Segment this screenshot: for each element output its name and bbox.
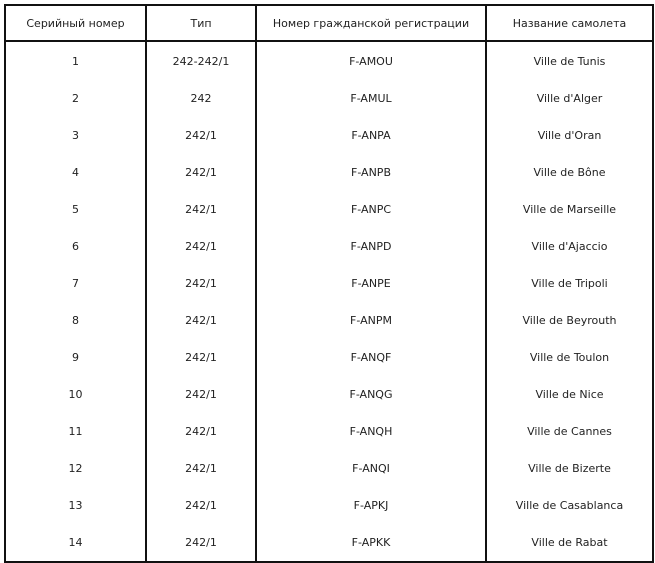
column-header-serial-number: Серийный номер (5, 5, 146, 41)
cell-type: 242/1 (146, 265, 256, 302)
cell-serial-number: 13 (5, 487, 146, 524)
cell-registration: F-ANPE (256, 265, 486, 302)
cell-type: 242/1 (146, 302, 256, 339)
cell-type: 242/1 (146, 339, 256, 376)
cell-type: 242/1 (146, 154, 256, 191)
table-row (5, 450, 653, 487)
cell-type: 242/1 (146, 524, 256, 562)
cell-serial-number: 7 (5, 265, 146, 302)
cell-aircraft-name: Ville de Marseille (486, 191, 653, 228)
cell-registration: F-APKJ (256, 487, 486, 524)
cell-aircraft-name: Ville de Tripoli (486, 265, 653, 302)
cell-aircraft-name: Ville de Toulon (486, 339, 653, 376)
table-row (5, 80, 653, 117)
aircraft-table (4, 4, 654, 563)
cell-serial-number: 12 (5, 450, 146, 487)
cell-aircraft-name: Ville d'Oran (486, 117, 653, 154)
cell-aircraft-name: Ville de Tunis (486, 41, 653, 80)
cell-type: 242 (146, 80, 256, 117)
cell-type: 242/1 (146, 191, 256, 228)
cell-type: 242-242/1 (146, 41, 256, 80)
cell-registration: F-ANPC (256, 191, 486, 228)
cell-aircraft-name: Ville de Cannes (486, 413, 653, 450)
cell-aircraft-name: Ville de Bizerte (486, 450, 653, 487)
cell-type: 242/1 (146, 413, 256, 450)
table-row (5, 487, 653, 524)
cell-aircraft-name: Ville de Casablanca (486, 487, 653, 524)
table-row (5, 117, 653, 154)
column-header-registration: Номер гражданской регистрации (256, 5, 486, 41)
cell-serial-number: 6 (5, 228, 146, 265)
cell-type: 242/1 (146, 450, 256, 487)
table-row (5, 41, 653, 80)
cell-aircraft-name: Ville d'Ajaccio (486, 228, 653, 265)
table-row (5, 154, 653, 191)
table-row (5, 524, 653, 562)
cell-serial-number: 2 (5, 80, 146, 117)
table-body (5, 41, 653, 562)
table-header (5, 5, 653, 41)
cell-registration: F-ANQF (256, 339, 486, 376)
table-row (5, 191, 653, 228)
cell-registration: F-ANQI (256, 450, 486, 487)
cell-aircraft-name: Ville de Beyrouth (486, 302, 653, 339)
cell-type: 242/1 (146, 487, 256, 524)
column-header-aircraft-name: Название самолета (486, 5, 653, 41)
cell-serial-number: 1 (5, 41, 146, 80)
cell-registration: F-ANQH (256, 413, 486, 450)
table-row (5, 339, 653, 376)
cell-aircraft-name: Ville de Bône (486, 154, 653, 191)
cell-serial-number: 14 (5, 524, 146, 562)
cell-serial-number: 4 (5, 154, 146, 191)
table-row (5, 376, 653, 413)
cell-registration: F-AMUL (256, 80, 486, 117)
table-row (5, 413, 653, 450)
cell-registration: F-AMOU (256, 41, 486, 80)
cell-serial-number: 11 (5, 413, 146, 450)
cell-registration: F-ANPM (256, 302, 486, 339)
table-row (5, 265, 653, 302)
cell-type: 242/1 (146, 376, 256, 413)
table-row (5, 302, 653, 339)
cell-aircraft-name: Ville de Rabat (486, 524, 653, 562)
cell-aircraft-name: Ville de Nice (486, 376, 653, 413)
cell-registration: F-ANPA (256, 117, 486, 154)
cell-type: 242/1 (146, 117, 256, 154)
table-row (5, 228, 653, 265)
cell-registration: F-APKK (256, 524, 486, 562)
cell-registration: F-ANQG (256, 376, 486, 413)
cell-serial-number: 10 (5, 376, 146, 413)
cell-registration: F-ANPD (256, 228, 486, 265)
cell-serial-number: 3 (5, 117, 146, 154)
header-row (5, 5, 653, 41)
cell-aircraft-name: Ville d'Alger (486, 80, 653, 117)
cell-serial-number: 8 (5, 302, 146, 339)
cell-serial-number: 9 (5, 339, 146, 376)
cell-type: 242/1 (146, 228, 256, 265)
cell-serial-number: 5 (5, 191, 146, 228)
column-header-type: Тип (146, 5, 256, 41)
cell-registration: F-ANPB (256, 154, 486, 191)
